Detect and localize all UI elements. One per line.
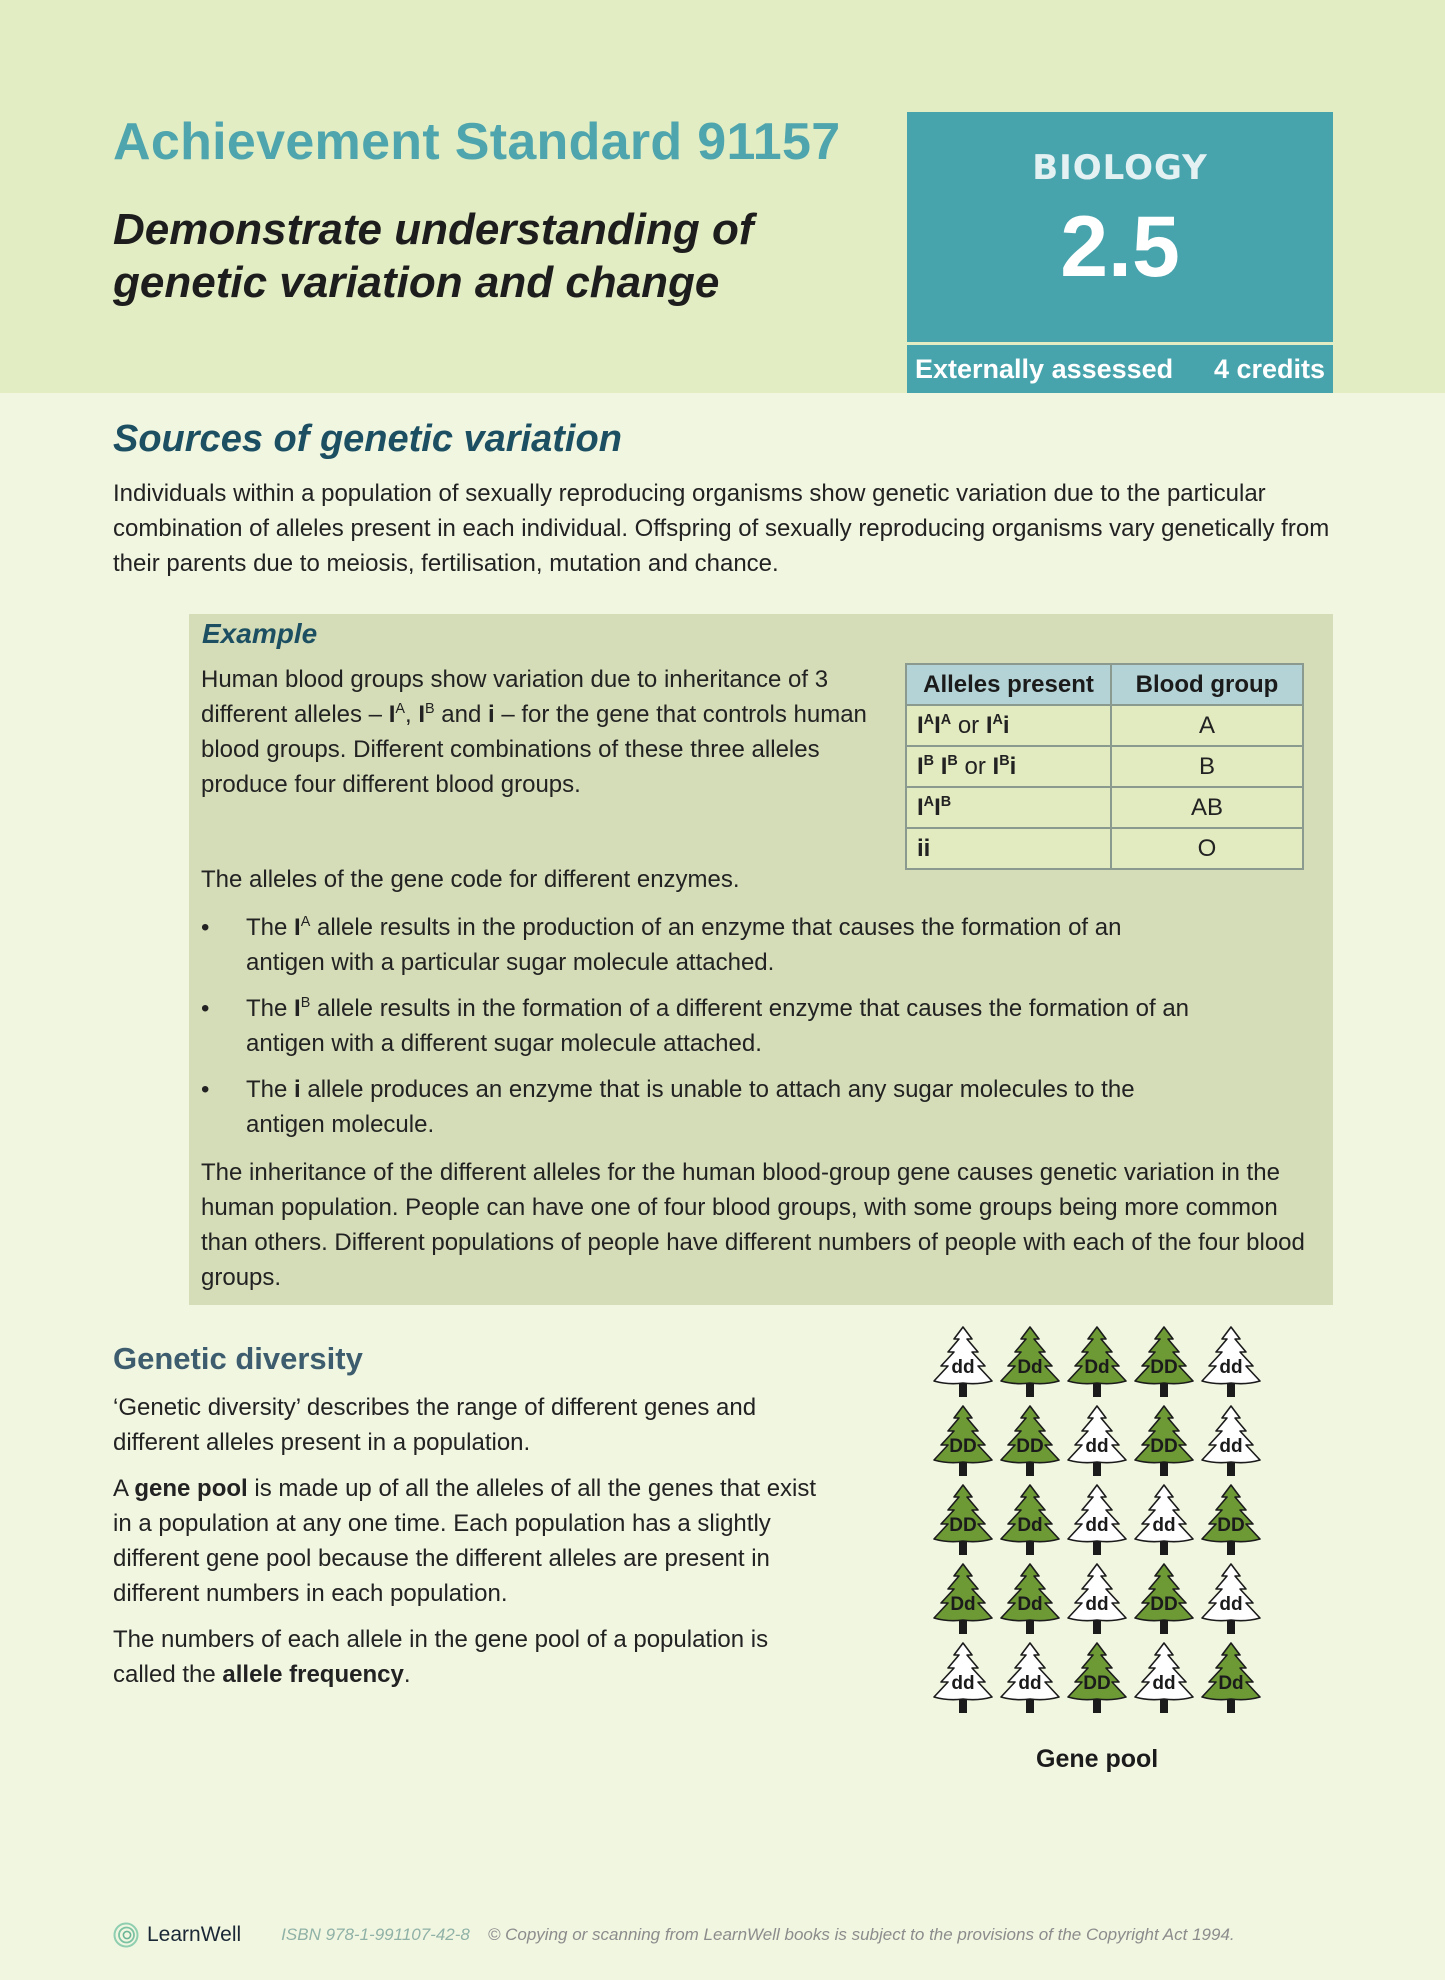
tree-icon <box>1200 1562 1262 1634</box>
subject-badge <box>907 112 1333 342</box>
badge-subject: BIOLOGY <box>1032 148 1208 188</box>
text-run: The <box>246 1076 295 1103</box>
allele-ia: I <box>388 701 396 728</box>
tree-icon <box>999 1483 1061 1555</box>
text-run: The <box>246 914 295 941</box>
genotype-label: DD <box>1016 1436 1044 1457</box>
tree-icon <box>932 1641 994 1713</box>
text-run: allele produces an enzyme that is unable to attach any sugar molecules to the antigen molecule. <box>246 1076 1135 1138</box>
diversity-paragraph-1: ‘Genetic diversity’ describes the range of different genes and different alleles present in a population. <box>113 1394 757 1456</box>
header-alleles: Alleles present <box>906 664 1111 705</box>
text-run: allele results in the production of an enzyme that causes the formation of an antigen with a particular sugar molecule attached. <box>246 914 1122 976</box>
example-title: Example <box>202 618 318 649</box>
text-run: allele results in the formation of a different enzyme that causes the formation of an antigen with a different sugar molecule attached. <box>246 995 1190 1057</box>
tree-icon <box>1066 1641 1128 1713</box>
diversity-paragraph-2 <box>113 1471 833 1611</box>
tree-icon <box>1133 1641 1195 1713</box>
genotype-label: DD <box>949 1436 977 1457</box>
alleles-cell: $I^AI^B$ <box>906 787 1111 828</box>
genotype-label: dd <box>1085 1515 1109 1536</box>
bullet-item <box>201 1072 1201 1142</box>
section-title-sources: Sources of genetic variation <box>113 418 622 460</box>
allele: I <box>294 914 301 941</box>
logo-text: LearnWell <box>147 1923 242 1946</box>
genotype-label: dd <box>951 1673 975 1694</box>
genotype-label: dd <box>951 1357 975 1378</box>
tree-icon <box>1133 1404 1195 1476</box>
genotype-label: dd <box>1152 1515 1176 1536</box>
allele-sup: B <box>300 995 311 1011</box>
assessment-type: Externally assessed <box>915 353 1174 384</box>
alleles-cell: ii <box>906 828 1111 869</box>
diversity-text <box>113 1390 833 1703</box>
tree-icon <box>1066 1325 1128 1397</box>
tree-icon <box>932 1483 994 1555</box>
genotype-label: DD <box>1150 1594 1178 1615</box>
inheritance-paragraph: The inheritance of the different alleles for the human blood-group gene causes genetic variation in the human population. People can have one of four blood groups, with some groups being more common than others. Different populations of people have different numbers of people with each of the four blood groups. <box>201 1159 1305 1291</box>
tree-icon <box>1066 1404 1128 1476</box>
header-blood-group: Blood group <box>1111 664 1303 705</box>
alleles-intro: The alleles of the gene code for different enzymes. <box>201 866 740 893</box>
table-row <box>906 787 1303 828</box>
allele: I <box>294 995 301 1022</box>
text-run: , <box>404 701 419 728</box>
genotype-label: Dd <box>1084 1357 1110 1378</box>
learnwell-logo <box>113 1922 241 1948</box>
text-run: . <box>403 1661 411 1688</box>
alleles-cell: $I^B$ $I^B$ or $I^Bi$ <box>906 746 1111 787</box>
badge-footer <box>907 345 1333 393</box>
intro-paragraph: Individuals within a population of sexually reproducing organisms show genetic variation due to the particular combination of alleles present in each individual. Offspring of sexually reproducing organisms vary genetically from their parents due to meiosis, fertilisation, mutation and chance. <box>113 480 1330 577</box>
blood-group-table <box>905 663 1304 870</box>
genotype-label: DD <box>1150 1436 1178 1457</box>
blood-group-cell: A <box>1111 705 1303 746</box>
bullet-icon: • <box>201 1076 210 1103</box>
genotype-label: dd <box>1152 1673 1176 1694</box>
alleles-cell: $I^AI^A$ or $I^Ai$ <box>906 705 1111 746</box>
allele-i: i <box>487 701 495 728</box>
tree-icon <box>999 1641 1061 1713</box>
text-run: and <box>434 701 488 728</box>
text-run: A <box>113 1475 135 1502</box>
term-allele-frequency: allele frequency <box>222 1661 404 1688</box>
genotype-label: Dd <box>950 1594 976 1615</box>
gene-pool-caption: Gene pool <box>1036 1745 1159 1773</box>
tree-icon <box>999 1404 1061 1476</box>
tree-icon <box>1200 1404 1262 1476</box>
genotype-label: dd <box>1085 1436 1109 1457</box>
bullet-item <box>201 910 1201 980</box>
spiral-logo-icon <box>113 1922 139 1948</box>
tree-icon <box>1133 1562 1195 1634</box>
standard-subtitle: Demonstrate understanding of genetic variation and change <box>113 205 754 307</box>
genotype-label: dd <box>1018 1673 1042 1694</box>
tree-icon <box>1200 1483 1262 1555</box>
text-run: Human blood groups show variation due to inheritance of 3 different alleles – <box>201 666 829 728</box>
allele-sup: B <box>424 701 435 717</box>
tree-icon <box>1200 1325 1262 1397</box>
tree-icon <box>1133 1483 1195 1555</box>
genotype-label: dd <box>1219 1594 1243 1615</box>
diversity-paragraph-3 <box>113 1622 833 1692</box>
bullet-icon: • <box>201 995 210 1022</box>
genotype-label: DD <box>1083 1673 1111 1694</box>
table-row <box>906 705 1303 746</box>
tree-icon <box>932 1562 994 1634</box>
genotype-label: DD <box>949 1515 977 1536</box>
genotype-label: Dd <box>1017 1594 1043 1615</box>
tree-icon <box>932 1404 994 1476</box>
text-run: is made up of all the alleles of all the genes that exist in a population at any one time. Each population has a slightly different gene pool because the different alleles are present in different numbers in each population. <box>113 1475 817 1607</box>
section-title-diversity: Genetic diversity <box>113 1341 363 1376</box>
table-row <box>906 746 1303 787</box>
genotype-label: DD <box>1217 1515 1245 1536</box>
allele: i <box>294 1076 301 1103</box>
bullet-item <box>201 991 1201 1061</box>
term-gene-pool: gene pool <box>134 1475 248 1502</box>
tree-icon <box>999 1325 1061 1397</box>
text-run: The numbers of each allele in the gene pool of a population is called the <box>113 1626 769 1688</box>
genotype-label: Dd <box>1218 1673 1244 1694</box>
isbn: ISBN 978-1-991107-42-8 <box>281 1925 470 1944</box>
genotype-label: dd <box>1085 1594 1109 1615</box>
credits: 4 credits <box>1213 353 1325 384</box>
table-row <box>906 828 1303 869</box>
table-header-row <box>906 664 1303 705</box>
tree-icon <box>999 1562 1061 1634</box>
tree-icon <box>1066 1483 1128 1555</box>
enzyme-bullet-list <box>201 910 1201 1153</box>
tree-icon <box>932 1325 994 1397</box>
copyright-notice: © Copying or scanning from LearnWell books is subject to the provisions of the Copyright Act 1994. <box>487 1925 1235 1944</box>
genotype-label: Dd <box>1017 1357 1043 1378</box>
bullet-icon: • <box>201 914 210 941</box>
blood-group-cell: AB <box>1111 787 1303 828</box>
example-paragraph <box>201 662 891 802</box>
genotype-label: DD <box>1150 1357 1178 1378</box>
text-run: The <box>246 995 295 1022</box>
tree-icon <box>1133 1325 1195 1397</box>
gene-pool-diagram <box>932 1325 1267 1725</box>
standard-title: Achievement Standard 91157 <box>113 113 841 171</box>
blood-group-cell: O <box>1111 828 1303 869</box>
genotype-label: Dd <box>1017 1515 1043 1536</box>
allele-sup: A <box>395 701 405 717</box>
allele-sup: A <box>300 914 311 930</box>
genotype-label: dd <box>1219 1436 1243 1457</box>
tree-icon <box>1200 1641 1262 1713</box>
blood-group-cell: B <box>1111 746 1303 787</box>
footer <box>113 1920 1343 1950</box>
allele-ib: I <box>418 701 425 728</box>
tree-icon <box>1066 1562 1128 1634</box>
text-run: – for the gene that controls human blood groups. Different combinations of these three alleles produce four different blood groups. <box>201 701 867 798</box>
badge-level: 2.5 <box>1060 199 1180 295</box>
genotype-label: dd <box>1219 1357 1243 1378</box>
